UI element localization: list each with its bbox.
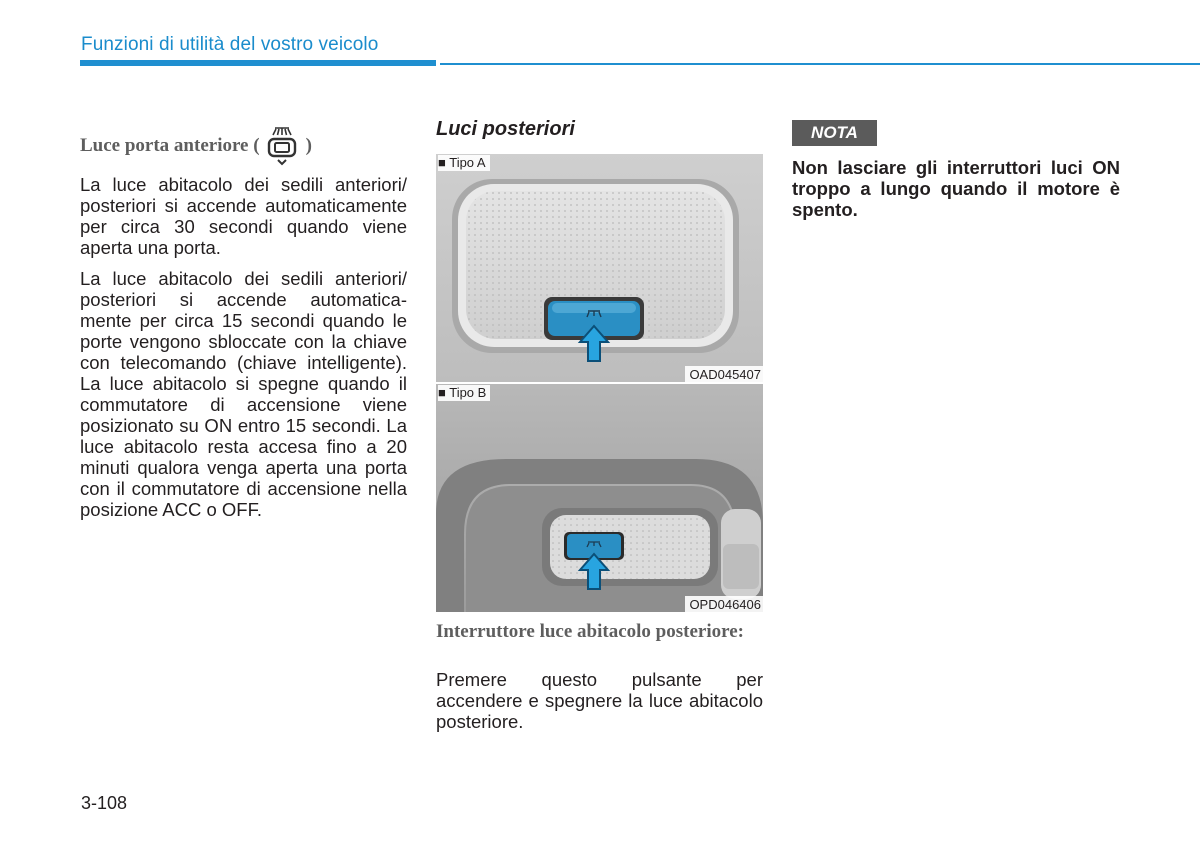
door-light-paragraph-2: La luce abitacolo dei sedili anteriori/ posteriori si accende automatica- mente per circa 15 secondi quando le porte vengono sbloccate con la chiave con telecomando (chiave intelligente). La luce abitacolo si spegne quando il commutatore di accensione viene posizionato su ON entro 15 secondi. La luce abitacolo resta accesa fino a 20 minuti qualora venga aperta una porta con il commutatore di accensione nella posizione ACC o OFF.	[80, 268, 407, 520]
rear-dome-lamp-type-a-illustration	[436, 154, 763, 382]
door-light-paragraph-1: La luce abitacolo dei sedili anteriori/ posteriori si accende automaticamente per circa 30 secondi quando viene aperta una porta.	[80, 174, 407, 258]
door-light-heading-prefix: Luce porta anteriore (	[80, 135, 260, 156]
rear-lights-title: Luci posteriori	[436, 118, 575, 140]
nota-text: Non lasciare gli interruttori luci ON troppo a lungo quando il motore è spento.	[792, 157, 1120, 220]
door-light-heading-suffix: )	[305, 135, 312, 156]
header-rule-thick	[80, 60, 436, 66]
figure-type-b-label: ■ Tipo B	[438, 385, 490, 401]
figure-type-a-code: OAD045407	[685, 366, 763, 382]
running-header: Funzioni di utilità del vostro veicolo	[81, 34, 379, 55]
column-1-body	[80, 174, 407, 520]
figure-type-b	[436, 384, 763, 612]
door-light-switch-icon	[262, 122, 302, 168]
door-light-heading	[80, 124, 312, 168]
figure-type-a	[436, 154, 763, 382]
header-rule-thin	[440, 63, 1200, 65]
figure-type-b-code: OPD046406	[685, 596, 763, 612]
rear-light-instructions: Premere questo pulsante per accendere e spegnere la luce abitacolo posteriore.	[436, 669, 763, 732]
page-number: 3-108	[81, 793, 128, 813]
rear-dome-lamp-type-b-illustration	[436, 384, 763, 612]
nota-badge: NOTA	[792, 120, 877, 146]
figure-type-a-label: ■ Tipo A	[438, 155, 490, 171]
rear-light-switch-caption: Interruttore luce abitacolo posteriore:	[436, 621, 744, 642]
